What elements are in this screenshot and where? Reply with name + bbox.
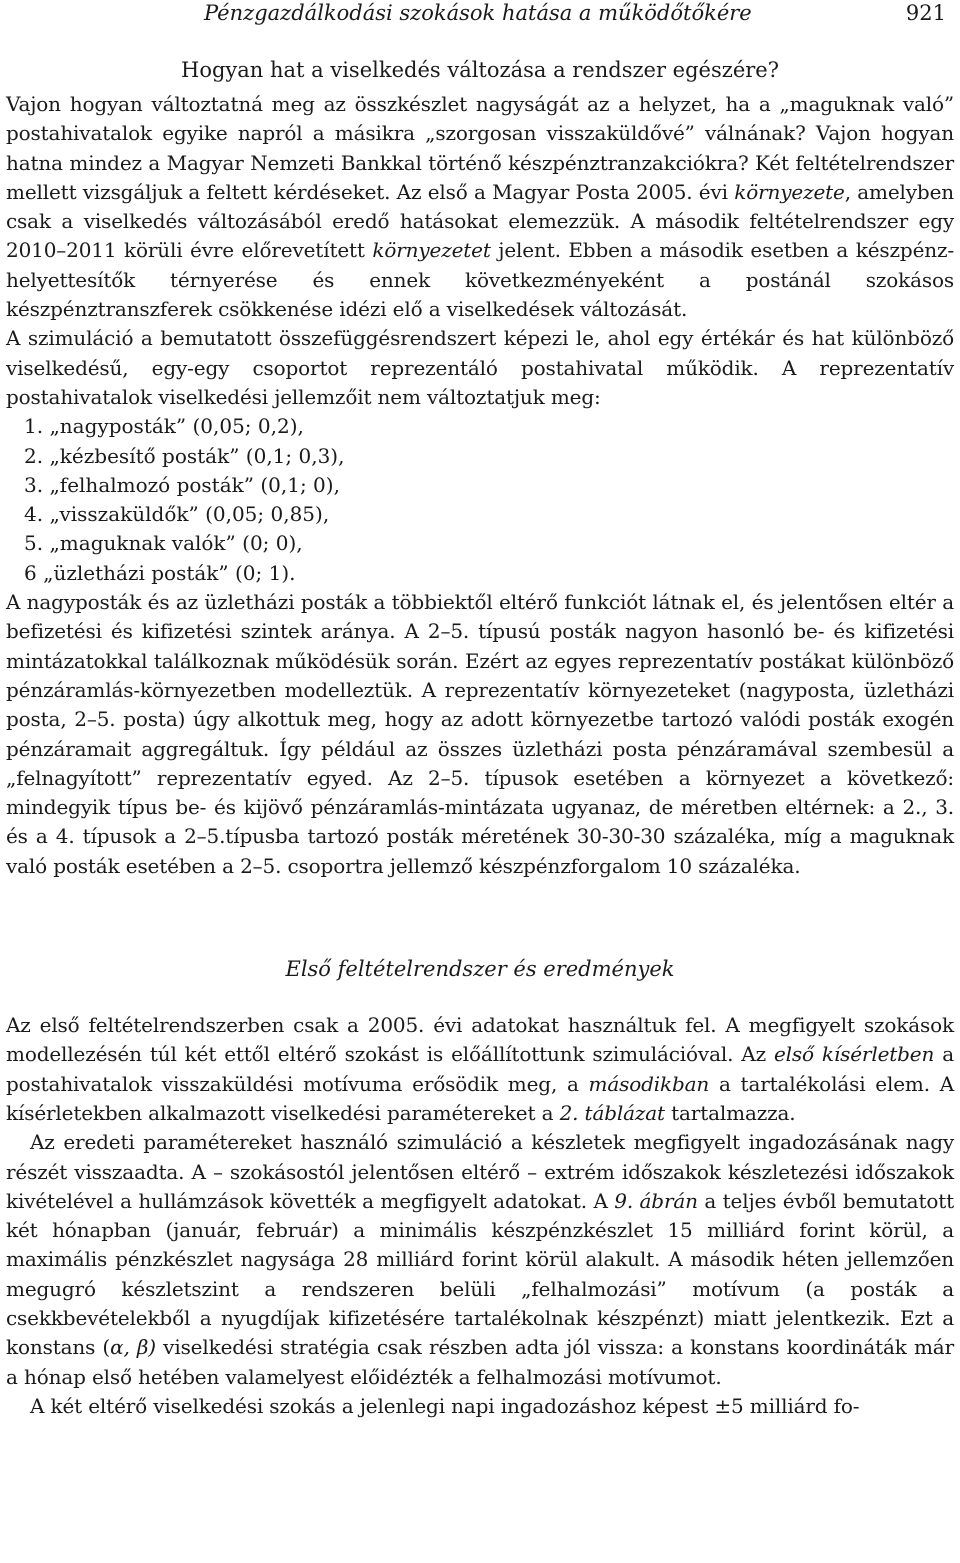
list-item: 3. „felhalmozó posták” (0,1; 0), <box>24 472 340 497</box>
list-item: 2. „kézbesítő posták” (0,1; 0,3), <box>24 443 345 468</box>
subsection-heading: Első feltételrendszer és eredmények <box>285 957 675 982</box>
running-head-title: Pénzgazdálkodási szokások hatása a működőtőkére <box>204 1 752 25</box>
paragraph-1: Vajon hogyan változtatná meg az összkészlet nagyságát az a helyzet, ha a „maguknak való” postahivatalok egyike napról a másikra „szorgosan visszaküldővé” válnának? Vajon hogyan hatna mindez a Magyar Nemzeti Bankkal történő készpénztranzakciókra? Két feltételrendszer mellett vizsgáljuk a feltett kérdéseket. Az első a Magyar Posta 2005. évi környezete, amelyben csak a viselkedés változásából eredő hatásokat elemezzük. A második feltételrendszer egy 2010–2011 körüli évre előrevetített környezetet jelent. Ebben a második esetben a készpénz-helyettesítők térnyerése és ennek következményeként a postánál szokásos készpénztranszferek csökkenése idézi elő a viselkedések változását. <box>6 92 954 322</box>
section-heading: Hogyan hat a viselkedés változása a rendszer egészére? <box>181 58 779 82</box>
paragraph-5: Az eredeti paramétereket használó szimuláció a készletek megfigyelt ingadozásának nagy részét visszaadta. A – szokásostól jelentősen eltérő – extrém időszakok készletezési időszakok kivételével a hullámzások követték a megfigyelt adatokat. A 9. ábrán a teljes évből bemutatott két hónapban (január, február) a minimális készpénzkészlet 15 milliárd forint körül, a maximális pénzkészlet nagysága 28 milliárd forint körül alakult. A második héten jellemzően megugró készletszint a rendszeren belüli „felhalmozási” motívum (a posták a csekkbevételekből a nyugdíjak kifizetésére tartalékolnak készpénzt) miatt jelentkezik. Ezt a konstans (α, β) viselkedési stratégia csak részben adta jól vissza: a konstans koordináták már a hónap első hetében valamelyest előidézték a felhalmozási motívumot. <box>6 1130 955 1389</box>
page-number: 921 <box>905 1 946 25</box>
list-item: 4. „visszaküldők” (0,05; 0,85), <box>24 502 330 527</box>
list-item: 1. „nagyposták” (0,05; 0,2), <box>24 414 304 439</box>
paragraph-6: A két eltérő viselkedési szokás a jelenlegi napi ingadozáshoz képest ±5 milliárd fo- <box>30 1393 860 1418</box>
list-item: 6 „üzletházi posták” (0; 1). <box>24 560 296 585</box>
paragraph-3: A nagyposták és az üzletházi posták a többiektől eltérő funkciót látnak el, és jelentősen eltér a befizetési és kifizetési szintek aránya. A 2–5. típusú posták nagyon hasonló be- és kifizetési mintázatokkal találkoznak működésük során. Ezért az egyes reprezentatív postákat különböző pénzáramlás-környezetben modelleztük. A reprezentatív környezeteket (nagyposta, üzletházi posta, 2–5. posta) úgy alkottuk meg, hogy az adott környezetbe tartozó valódi posták exogén pénzáramait aggregáltuk. Így például az összes üzletházi posta pénzáramával szembesül a „felnagyított” reprezentatív egyed. Az 2–5. típusok esetében a környezet a következő: mindegyik típus be- és kijövő pénzáramlás-mintázata ugyanaz, de méretben eltérnek: a 2., 3. és a 4. típusok a 2–5.típusba tartozó posták méretének 30-30-30 százaléka, míg a maguknak való posták esetében a 2–5. csoportra jellemző készpénzforgalom 10 százaléka. <box>6 590 954 878</box>
list-item: 5. „maguknak valók” (0; 0), <box>24 531 303 556</box>
running-head <box>6 0 954 30</box>
paragraph-2: A szimuláció a bemutatott összefüggésrendszert képezi le, ahol egy értékár és hat különböző viselkedésű, egy-egy csoportot reprezentáló postahivatal működik. A reprezentatív postahivatalok viselkedési jellemzőit nem változtatjuk meg: <box>6 326 954 409</box>
paragraph-4: Az első feltételrendszerben csak a 2005. évi adatokat használtuk fel. A megfigyelt szokások modellezésén túl két ettől eltérő szokást is előállítottunk szimulációval. Az első kísérletben a postahivatalok visszaküldési motívuma erősödik meg, a másodikban a tartalékolási elem. A kísérletekben alkalmazott viselkedési paramétereket a 2. táblázat tartalmazza. <box>6 1013 954 1125</box>
postal-type-list <box>6 412 954 588</box>
